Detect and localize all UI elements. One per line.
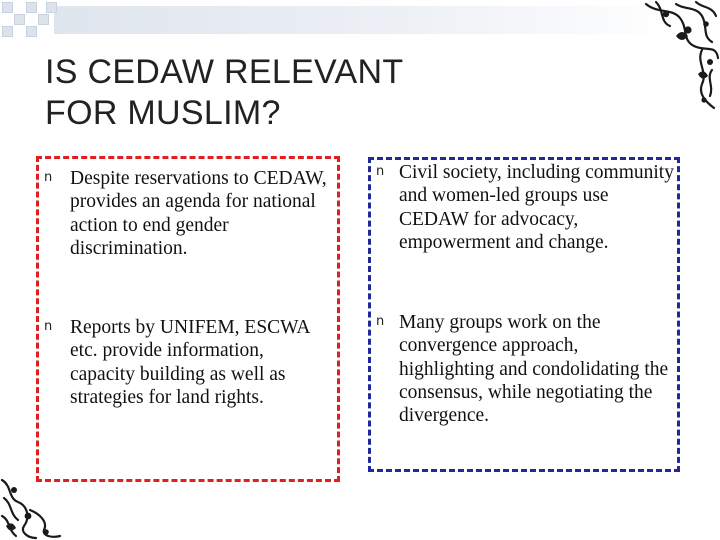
right-bullet-2-text: Many groups work on the convergence approach, highlighting and condolidating the consensus, while negotiating the divergence. [399, 312, 669, 427]
title-line-2: FOR MUSLIM? [45, 94, 281, 132]
left-bullet-2-text: Reports by UNIFEM, ESCWA etc. provide information, capacity building as well as strategies for land rights. [70, 317, 310, 408]
bullet-icon: n [44, 319, 53, 334]
corner-ornament-top-right [636, 0, 720, 112]
header-gradient-bar [54, 6, 674, 34]
bullet-icon: n [376, 164, 385, 179]
title-line-1: IS CEDAW RELEVANT [45, 53, 404, 91]
slide-title [45, 52, 605, 134]
bullet-icon: n [376, 314, 385, 329]
corner-checker-pattern [0, 0, 60, 44]
left-bullet-1-text: Despite reservations to CEDAW, provides an agenda for national action to end gender discrimination. [70, 168, 327, 259]
right-bullet-1-text: Civil society, including community and women-led groups use CEDAW for advocacy, empowerment and change. [399, 162, 674, 253]
bullet-icon: n [44, 170, 53, 185]
